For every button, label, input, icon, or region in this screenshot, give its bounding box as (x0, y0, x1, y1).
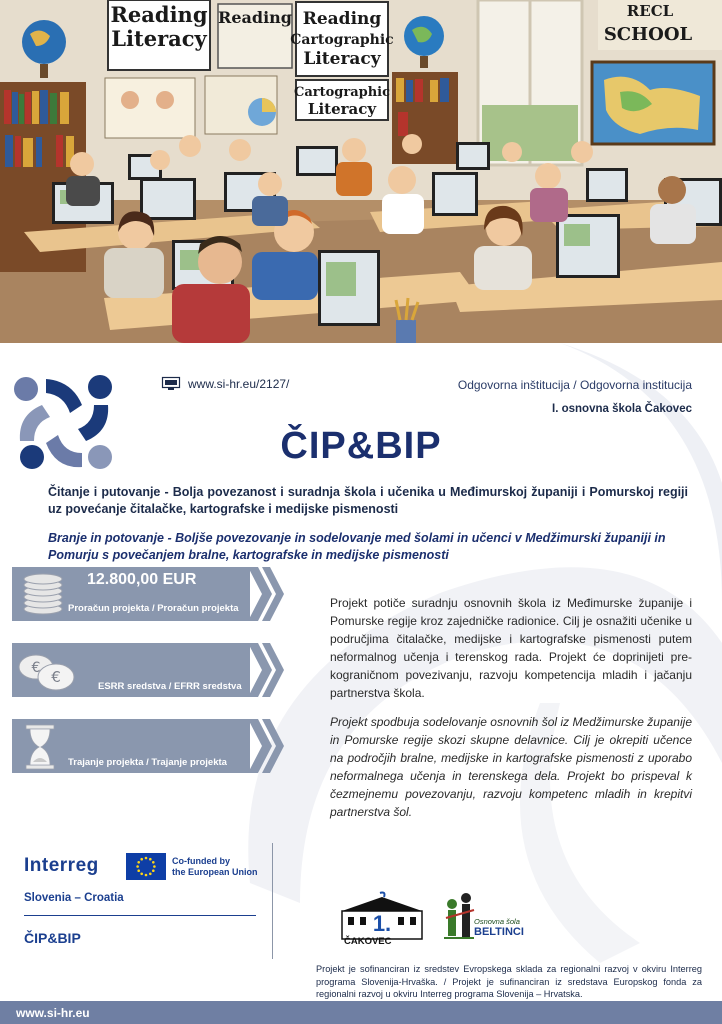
budget-band (12, 567, 284, 621)
sign-text: Literacy (303, 49, 381, 69)
chevron-right-icon (248, 643, 284, 697)
svg-text:1.: 1. (372, 911, 392, 936)
cofunded-text (172, 856, 258, 878)
school-beltinci-prefix: Osnovna šola (474, 917, 520, 926)
budget-label: Proračun projekta / Proračun projekta (68, 603, 239, 614)
project-subtitle-slovenian: Branje in potovanje - Boljše povezovanje in sodelovanje med šolami in učenci v Medžimurski županiji in Pomurju s povečanjem bralne, kartografske in medijske pismenosti (48, 531, 666, 562)
sign-text: RECL (626, 2, 674, 20)
school-beltinci-name: BELTINCI (474, 926, 524, 938)
institution-name: I. osnovna škola Čakovec (552, 403, 692, 415)
budget-value: 12.800,00 EUR (87, 571, 197, 588)
duration-label: Trajanje projekta / Trajanje projekta (68, 757, 227, 768)
monitor-icon (162, 377, 180, 391)
duration-band (12, 719, 284, 773)
svg-text:€: € (31, 660, 41, 676)
sign-text: Literacy (111, 26, 207, 51)
cofunded-line: the European Union (172, 867, 258, 877)
classroom-illustration (0, 0, 722, 343)
project-info-sheet (0, 343, 722, 1024)
chevron-right-icon (248, 719, 284, 773)
project-subtitle-croatian: Čitanje i putovanje - Bolja povezanost i suradnja škola i učenika u Međimurskoj županiji i Pomurskoj regiji uz povećanje čitalačke, kartografske i medijske pismenosti (48, 485, 688, 516)
cofunded-line: Co-funded by (172, 856, 230, 866)
sign-text: Reading (302, 9, 382, 29)
project-title: ČIP&BIP (280, 425, 442, 467)
divider (24, 915, 256, 916)
sign-text: Reading (110, 2, 208, 27)
eu-flag-icon (126, 853, 166, 880)
hourglass-icon (24, 724, 56, 770)
funding-note: Projekt je sofinanciran iz sredstev Evropskega sklada za regionalni razvoj v okviru Interreg programa Slovenija-Hrvaška. / Projekt je sufinanciran iz sredstava Europskog fonda za regionalni razvoj u okviru Interreg programa Slovenija – Hrvatska. (316, 964, 702, 999)
interreg-wordmark: Interreg (24, 855, 99, 876)
description-slovenian: Projekt spodbuja sodelovanje osnovnih šol iz Medžimurske županije in Pomurske regije skozi skupne delavnice. Cilj je okrepiti učence na področjih bralne, medijske in kartografske pismenosti z uporabo neformalnega učenja in terenskega dela. Projekt bo prispeval k čezmejnemu povezovanju, razvoju kompetenc mladih in krepitvi partnerstva šol. (330, 715, 692, 819)
interreg-logo (24, 855, 272, 946)
euro-coins-icon (16, 649, 78, 693)
sign-text: Cartographic (293, 85, 391, 100)
footer-url[interactable]: www.si-hr.eu (16, 1006, 90, 1020)
sign-text: Cartographic (290, 32, 394, 48)
coins-icon (20, 571, 66, 617)
school-cakovec-name: ČAKOVEC (344, 936, 392, 947)
chevron-right-icon (248, 567, 284, 621)
project-url[interactable]: www.si-hr.eu/2127/ (188, 377, 290, 391)
institution-label: Odgovorna inštitucija / Odgovorna institucija (457, 378, 692, 392)
sign-text: Literacy (307, 100, 377, 118)
project-weblink[interactable] (162, 377, 289, 391)
programme-region: Slovenia – Croatia (24, 892, 124, 904)
svg-text:€: € (51, 668, 61, 686)
programme-project-acronym: ČIP&BIP (24, 930, 81, 946)
sign-text: Reading (218, 8, 292, 27)
erdf-band (12, 643, 284, 697)
sign-text: SCHOOL (603, 24, 693, 45)
erdf-label: ESRR sredstva / EFRR sredstva (98, 681, 242, 692)
vertical-divider (272, 843, 273, 959)
footer-bar (0, 1001, 722, 1024)
description-croatian: Projekt potiče suradnju osnovnih škola iz Međimurske županije i Pomurske regije kroz zajedničke radionice. Cilj je osnažiti učenike u područjima čitalačke, medijske i kartografske pismenosti putem neformalnog učenja i terenskog rada. Projekt će doprinijeti pre-kograničnom povezivanju, razvoju kompetencija mladih i jačanju partnerstva škola. (330, 596, 692, 700)
hero-image (0, 0, 722, 343)
